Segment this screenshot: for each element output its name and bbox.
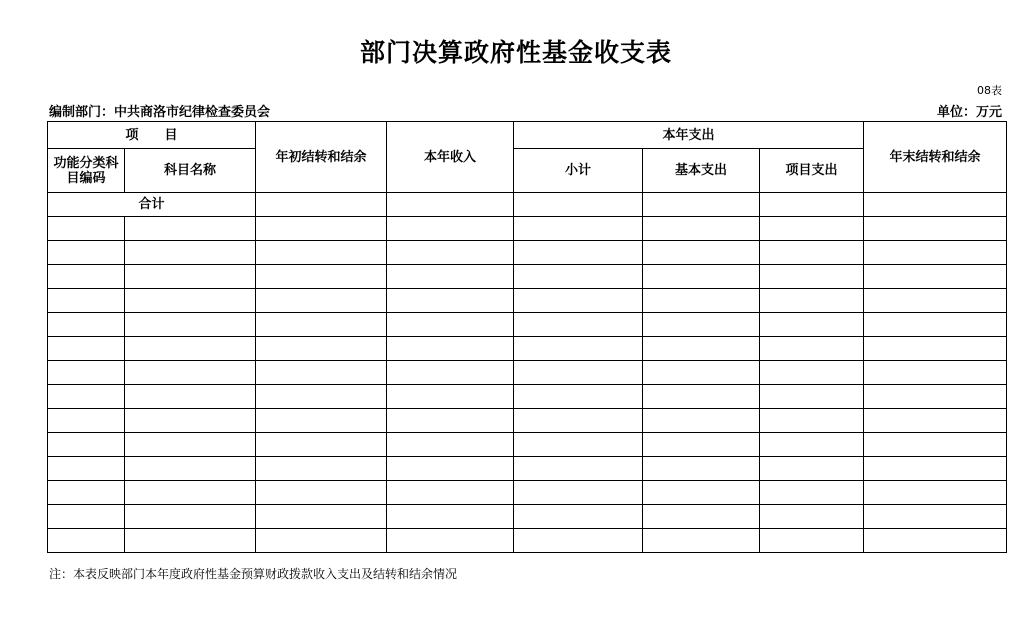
table-cell <box>125 529 256 553</box>
table-cell <box>387 505 514 529</box>
table-cell <box>387 481 514 505</box>
table-row <box>48 505 1007 529</box>
table-cell <box>760 409 864 433</box>
table-cell <box>256 409 387 433</box>
table-cell <box>514 289 643 313</box>
table-cell <box>864 433 1007 457</box>
table-cell <box>643 481 760 505</box>
form-number: 08表 <box>977 84 1002 97</box>
table-cell <box>125 505 256 529</box>
table-cell <box>864 265 1007 289</box>
table-cell <box>387 337 514 361</box>
table-cell <box>48 529 125 553</box>
table-cell <box>125 385 256 409</box>
table-row <box>48 433 1007 457</box>
table-cell <box>125 313 256 337</box>
table-cell <box>760 337 864 361</box>
fund-table <box>47 121 1007 553</box>
table-cell <box>387 289 514 313</box>
table-cell <box>864 529 1007 553</box>
header-expense-group: 本年支出 <box>514 122 864 149</box>
table-cell <box>387 265 514 289</box>
header-row-1 <box>48 122 1007 149</box>
table-cell <box>125 409 256 433</box>
table-cell <box>256 193 387 217</box>
table-row <box>48 457 1007 481</box>
table-cell <box>125 481 256 505</box>
table-cell <box>48 289 125 313</box>
table-cell <box>760 265 864 289</box>
table-cell <box>125 361 256 385</box>
table-cell <box>864 289 1007 313</box>
header-begin-balance: 年初结转和结余 <box>256 122 387 193</box>
table-row <box>48 337 1007 361</box>
table-cell <box>864 337 1007 361</box>
table-cell <box>387 241 514 265</box>
table-cell <box>864 361 1007 385</box>
header-item-group: 项 目 <box>48 122 256 149</box>
table-cell <box>48 217 125 241</box>
table-cell <box>760 505 864 529</box>
header-basic-expense: 基本支出 <box>643 149 760 193</box>
table-cell <box>643 193 760 217</box>
table-cell <box>643 385 760 409</box>
table-cell <box>760 289 864 313</box>
table-cell <box>514 265 643 289</box>
table-cell <box>48 457 125 481</box>
table-cell <box>514 385 643 409</box>
table-cell <box>125 289 256 313</box>
header-func-code: 功能分类科目编码 <box>48 149 125 193</box>
table-cell <box>125 337 256 361</box>
table-cell <box>643 265 760 289</box>
table-row <box>48 265 1007 289</box>
table-cell <box>48 505 125 529</box>
header-subtotal: 小计 <box>514 149 643 193</box>
table-cell <box>256 217 387 241</box>
table-cell <box>760 529 864 553</box>
table-cell <box>643 217 760 241</box>
table-cell <box>514 481 643 505</box>
table-cell <box>514 241 643 265</box>
table-cell <box>48 361 125 385</box>
table-cell <box>864 505 1007 529</box>
table-cell <box>514 409 643 433</box>
table-cell <box>387 529 514 553</box>
table-row <box>48 409 1007 433</box>
table-cell <box>864 241 1007 265</box>
table-cell <box>256 361 387 385</box>
table-cell <box>643 313 760 337</box>
table-cell <box>514 193 643 217</box>
table-cell <box>514 217 643 241</box>
table-cell <box>48 433 125 457</box>
report-title: 部门决算政府性基金收支表 <box>359 38 672 67</box>
table-cell <box>514 361 643 385</box>
table-cell <box>387 361 514 385</box>
table-cell <box>387 313 514 337</box>
table-cell <box>643 529 760 553</box>
table-row <box>48 289 1007 313</box>
table-cell <box>48 337 125 361</box>
unit-label: 单位：万元 <box>936 105 1002 120</box>
table-cell <box>256 505 387 529</box>
header-project-expense: 项目支出 <box>760 149 864 193</box>
table-cell <box>760 457 864 481</box>
header-end-balance: 年末结转和结余 <box>864 122 1007 193</box>
table-row <box>48 481 1007 505</box>
table-row <box>48 385 1007 409</box>
department-label: 编制部门：中共商洛市纪律检查委员会 <box>49 105 271 120</box>
table-cell <box>48 241 125 265</box>
header-income: 本年收入 <box>387 122 514 193</box>
table-cell <box>125 265 256 289</box>
table-cell <box>514 505 643 529</box>
table-cell <box>256 313 387 337</box>
table-cell <box>864 193 1007 217</box>
total-label: 合计 <box>48 193 256 217</box>
table-row <box>48 241 1007 265</box>
table-cell <box>643 361 760 385</box>
table-cell <box>387 409 514 433</box>
table-cell <box>514 457 643 481</box>
table-cell <box>514 529 643 553</box>
table-cell <box>387 217 514 241</box>
table-cell <box>256 433 387 457</box>
table-cell <box>643 433 760 457</box>
table-cell <box>864 313 1007 337</box>
table-cell <box>514 433 643 457</box>
table-cell <box>125 433 256 457</box>
table-cell <box>514 313 643 337</box>
table-cell <box>643 241 760 265</box>
table-cell <box>760 361 864 385</box>
table-cell <box>643 337 760 361</box>
table-cell <box>256 385 387 409</box>
table-cell <box>256 529 387 553</box>
header-subject-name: 科目名称 <box>125 149 256 193</box>
table-cell <box>256 457 387 481</box>
table-row <box>48 217 1007 241</box>
table-cell <box>48 265 125 289</box>
table-cell <box>864 457 1007 481</box>
table-cell <box>125 241 256 265</box>
table-cell <box>514 337 643 361</box>
table-cell <box>48 313 125 337</box>
table-row <box>48 313 1007 337</box>
table-cell <box>760 193 864 217</box>
table-row <box>48 361 1007 385</box>
table-cell <box>387 385 514 409</box>
table-cell <box>864 481 1007 505</box>
table-cell <box>256 289 387 313</box>
table-cell <box>864 385 1007 409</box>
table-cell <box>760 385 864 409</box>
table-row <box>48 529 1007 553</box>
table-cell <box>48 385 125 409</box>
table-cell <box>643 289 760 313</box>
table-cell <box>760 433 864 457</box>
table-cell <box>256 265 387 289</box>
table-cell <box>864 217 1007 241</box>
table-cell <box>125 457 256 481</box>
table-cell <box>643 505 760 529</box>
table-cell <box>760 313 864 337</box>
total-row <box>48 193 1007 217</box>
table-cell <box>387 193 514 217</box>
table-cell <box>387 433 514 457</box>
header-row-2 <box>48 149 1007 193</box>
table-cell <box>48 409 125 433</box>
table-cell <box>256 241 387 265</box>
table-cell <box>256 337 387 361</box>
table-cell <box>256 481 387 505</box>
table-cell <box>643 409 760 433</box>
table-cell <box>760 481 864 505</box>
table-cell <box>387 457 514 481</box>
table-cell <box>48 481 125 505</box>
table-cell <box>760 241 864 265</box>
table-cell <box>125 217 256 241</box>
table-cell <box>864 409 1007 433</box>
table-cell <box>643 457 760 481</box>
footnote: 注：本表反映部门本年度政府性基金预算财政拨款收入支出及结转和结余情况 <box>49 567 458 581</box>
table-cell <box>760 217 864 241</box>
